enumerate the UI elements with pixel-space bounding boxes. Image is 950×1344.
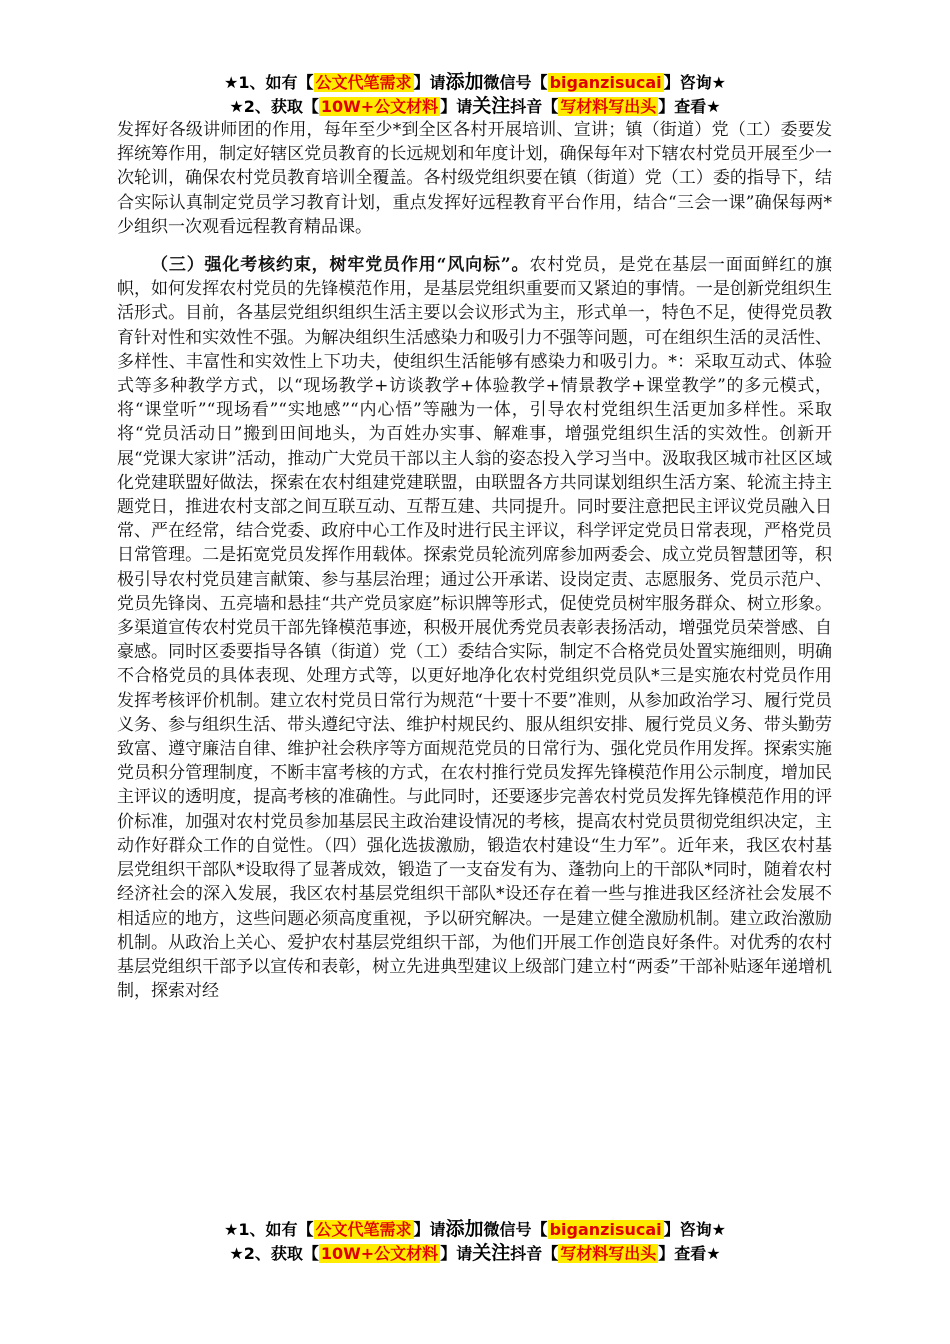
promo-text: 微信号【 bbox=[483, 73, 548, 92]
promo-emphasis: 添加 bbox=[445, 71, 484, 93]
promo-text: 】请 bbox=[413, 73, 446, 92]
promo-line-2 bbox=[0, 1241, 950, 1265]
promo-text: ★2、获取【 bbox=[229, 97, 319, 116]
promo-emphasis: 添加 bbox=[445, 1218, 484, 1240]
promo-text: ★2、获取【 bbox=[229, 1244, 319, 1263]
promo-highlight: 公文代笔需求 bbox=[315, 73, 412, 92]
section-heading-3: （三）强化考核约束，树牢党员作用“风向标”。 bbox=[151, 255, 530, 276]
promo-text: 】查看★ bbox=[658, 97, 721, 116]
promo-text: 微信号【 bbox=[483, 1220, 548, 1239]
document-body bbox=[117, 118, 832, 1003]
promo-text: ★1、如有【 bbox=[224, 73, 314, 92]
promo-emphasis: 关注 bbox=[472, 95, 511, 117]
wechat-id-highlight: biganzisucai bbox=[549, 73, 662, 92]
promo-emphasis: 关注 bbox=[472, 1242, 511, 1264]
promo-line-1 bbox=[0, 1217, 950, 1241]
promo-text: 抖音【 bbox=[510, 1244, 559, 1263]
promo-text: 】查看★ bbox=[658, 1244, 721, 1263]
promo-text: 】咨询★ bbox=[663, 1220, 726, 1239]
promo-text: 抖音【 bbox=[510, 97, 559, 116]
section-text-3: 农村党员，是党在基层一面面鲜红的旗帜，如何发挥农村党员的先锋模范作用，是基层党组织重要而又紧迫的事情。一是创新党组织生活形式。目前，各基层党组织组织生活主要以会议形式为主，形式单一，特色不足，使得党员教育针对性和实效性不强。为解决组织生活感染力和吸引力不强等问题，可在组织生活的灵活性、多样性、丰富性和实效性上下功夫，使组织生活能够有感染力和吸引力。*：采取互动式、体验式等多种教学方式，以“现场教学+访谈教学+体验教学+情景教学+课堂教学”的多元模式，将“课堂听”“现场看”“实地感”“内心悟”等融为一体，引导农村党组织生活更加多样性。采取将“党员活动日”搬到田间地头，为百姓办实事、解难事，增强党组织生活的实效性。创新开展“党课大家讲”活动，推动广大党员干部以主人翁的姿态投入学习当中。汲取我区城市社区区域化党建联盟好做法，探索在农村组建党建联盟，由联盟各方共同谋划组织生活方案、轮流主持主题党日，推进农村支部之间互联互动、互帮互建、共同提升。同时要注意把民主评议党员融入日常、严在经常，结合党委、政府中心工作及时进行民主评议，科学评定党员日常表现，严格党员日常管理。二是拓宽党员发挥作用载体。探索党员轮流列席参加两委会、成立党员智慧团等，积极引导农村党员建言献策、参与基层治理；通过公开承诺、设岗定责、志愿服务、党员示范户、党员先锋岗、五亮墙和悬挂“共产党员家庭”标识牌等形式，促使党员树牢服务群众、树立形象。多渠道宣传农村党员干部先锋模范事迹，积极开展优秀党员表彰表扬活动，增强党员荣誉感、自豪感。同时区委要指导各镇（街道）党（工）委结合实际，制定不合格党员处置实施细则，明确不合格党员的具体表现、处理方式等，以更好地净化农村党组织党员队*三是实施农村党员作用发挥考核评价机制。建立农村党员日常行为规范“十要十不要”准则，从参加政治学习、履行党员义务、参与组织生活、带头遵纪守法、维护村规民约、服从组织安排、履行党员义务、带头勤劳致富、遵守廉洁自律、维护社会秩序等方面规范党员的日常行为、强化党员作用发挥。探索实施党员积分管理制度，不断丰富考核的方式，在农村推行党员发挥先锋模范作用公示制度，增加民主评议的透明度，提高考核的准确性。与此同时，还要逐步完善农村党员发挥先锋模范作用的评价标准，加强对农村党员参加基层民主政治建设情况的考核，提高农村党员贯彻党组织决定，主动作好群众工作的自觉性。（四）强化选拔激励，锻造农村建设“生力军”。近年来，我区农村基层党组织干部队*设取得了显著成效，锻造了一支奋发有为、蓬勃向上的干部队*同时，随着农村经济社会的深入发展，我区农村基层党组织干部队*设还存在着一些与推进我区经济社会发展不相适应的地方，这些问题必须高度重视，予以研究解决。一是建立健全激励机制。建立政治激励机制。从政治上关心、爱护农村基层党组织干部，为他们开展工作创造良好条件。对优秀的农村基层党组织干部予以宣传和表彰，树立先进典型建议上级部门建立村“两委”干部补贴逐年递增机制，探索对经 bbox=[117, 255, 833, 1002]
promo-text: 】请 bbox=[440, 1244, 473, 1263]
douyin-id-highlight: 写材料写出头 bbox=[560, 97, 657, 116]
promo-text: 】请 bbox=[440, 97, 473, 116]
header-promo-banner bbox=[0, 70, 950, 118]
body-paragraph-1: 发挥好各级讲师团的作用，每年至少*到全区各村开展培训、宣讲；镇（街道）党（工）委要发挥统筹作用，制定好辖区党员教育的长远规划和年度计划，确保每年对下辖农村党员开展至少一次轮训，确保农村党员教育培训全覆盖。各村级党组织要在镇（街道）党（工）委的指导下，结合实际认真制定党员学习教育计划，重点发挥好远程教育平台作用，结合“三会一课”确保每两*少组织一次观看远程教育精品课。 bbox=[117, 120, 832, 237]
promo-text: ★1、如有【 bbox=[224, 1220, 314, 1239]
promo-line-1 bbox=[0, 70, 950, 94]
promo-text: 】咨询★ bbox=[663, 73, 726, 92]
promo-highlight: 10W+公文材料 bbox=[320, 1244, 439, 1263]
promo-highlight: 10W+公文材料 bbox=[320, 97, 439, 116]
promo-line-2 bbox=[0, 94, 950, 118]
promo-text: 】请 bbox=[413, 1220, 446, 1239]
promo-highlight: 公文代笔需求 bbox=[315, 1220, 412, 1239]
footer-promo-banner bbox=[0, 1217, 950, 1265]
douyin-id-highlight: 写材料写出头 bbox=[560, 1244, 657, 1263]
wechat-id-highlight: biganzisucai bbox=[549, 1220, 662, 1239]
body-paragraph-2 bbox=[117, 253, 832, 1003]
